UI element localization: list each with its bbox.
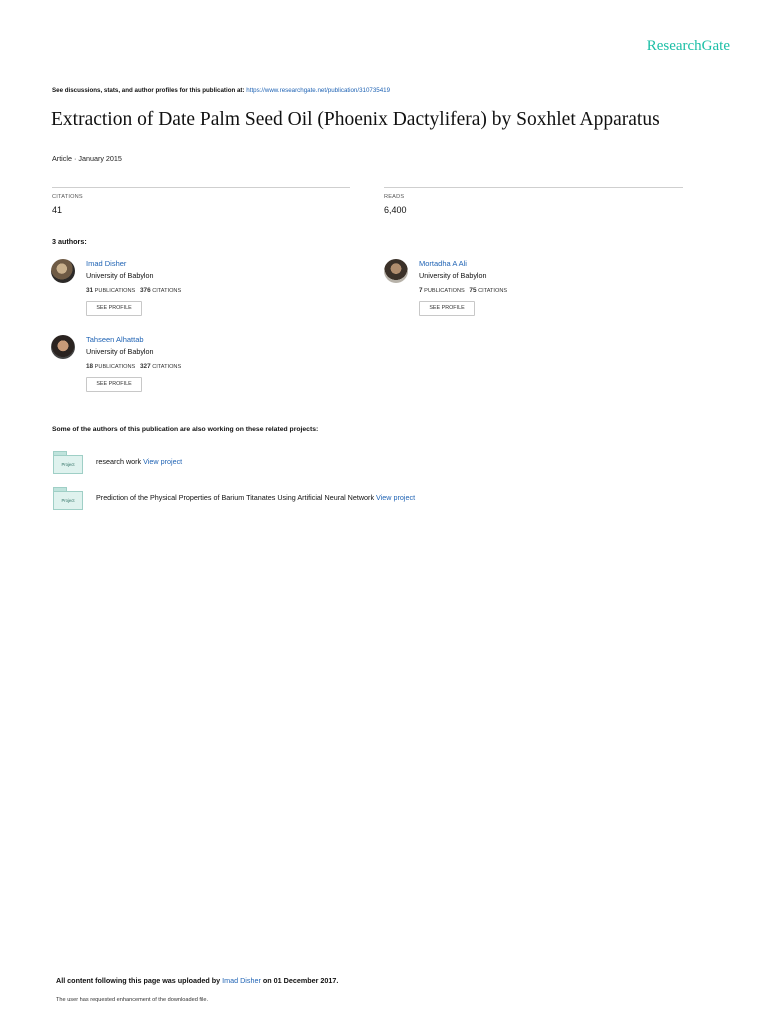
see-profile-button[interactable]: SEE PROFILE <box>419 301 475 316</box>
author-affiliation: University of Babylon <box>86 271 154 280</box>
see-profile-button[interactable]: SEE PROFILE <box>86 377 142 392</box>
author-stats <box>419 287 507 294</box>
author-affiliation: University of Babylon <box>86 347 154 356</box>
publication-url-link[interactable]: https://www.researchgate.net/publication/310735419 <box>246 87 391 94</box>
citations-count: 75 <box>469 287 477 294</box>
author-affiliation: University of Babylon <box>419 271 487 280</box>
upload-prefix: All content following this page was uploaded by <box>56 976 221 985</box>
view-project-link[interactable]: View project <box>376 493 416 502</box>
project-title: research work <box>96 457 142 466</box>
publications-count: 18 <box>86 363 94 370</box>
author-name[interactable]: Tahseen Alhattab <box>86 335 144 344</box>
view-project-link[interactable]: View project <box>143 457 183 466</box>
discussion-prefix: See discussions, stats, and author profiles for this publication at: <box>52 87 245 94</box>
publications-label: PUBLICATIONS <box>94 288 136 294</box>
avatar[interactable] <box>51 335 75 359</box>
author-stats <box>86 363 181 370</box>
see-profile-button[interactable]: SEE PROFILE <box>86 301 142 316</box>
citations-count: 376 <box>139 287 151 294</box>
folder-icon <box>53 487 83 509</box>
upload-notice <box>56 976 338 985</box>
project-title: Prediction of the Physical Properties of Barium Titanates Using Artificial Neural Network <box>96 493 375 502</box>
discussion-notice <box>52 87 390 94</box>
citations-label: CITATIONS <box>52 194 83 200</box>
avatar[interactable] <box>384 259 408 283</box>
publications-label: PUBLICATIONS <box>424 288 465 294</box>
citations-label: CITATIONS <box>478 288 508 294</box>
citations-label: CITATIONS <box>152 288 182 294</box>
publications-count: 7 <box>419 287 423 294</box>
page-title: Extraction of Date Palm Seed Oil (Phoenix Dactylifera) by Soxhlet Apparatus <box>51 109 660 130</box>
citations-count: 41 <box>52 205 63 215</box>
avatar[interactable] <box>51 259 75 283</box>
researchgate-logo[interactable]: ResearchGate <box>646 38 730 54</box>
citations-count: 327 <box>139 363 151 370</box>
reads-label: READS <box>384 194 405 200</box>
upload-suffix: on 01 December 2017. <box>262 976 339 985</box>
author-name[interactable]: Mortadha A Ali <box>419 259 467 268</box>
project-text <box>96 493 415 502</box>
reads-count: 6,400 <box>384 205 407 215</box>
related-projects-heading: Some of the authors of this publication are also working on these related projects: <box>52 426 319 433</box>
uploader-link[interactable]: Imad Disher <box>222 976 261 985</box>
article-meta: Article · January 2015 <box>52 154 122 163</box>
publications-count: 31 <box>86 287 94 294</box>
project-icon-label: Project <box>53 491 83 510</box>
enhancement-note: The user has requested enhancement of the downloaded file. <box>56 997 209 1003</box>
publications-label: PUBLICATIONS <box>94 364 136 370</box>
folder-icon <box>53 451 83 473</box>
author-name[interactable]: Imad Disher <box>86 259 127 268</box>
project-icon-label: Project <box>53 455 83 474</box>
project-text <box>96 457 182 466</box>
divider <box>52 187 350 188</box>
citations-label: CITATIONS <box>152 364 182 370</box>
authors-heading: 3 authors: <box>52 237 87 246</box>
author-stats <box>86 287 181 294</box>
divider <box>384 187 683 188</box>
